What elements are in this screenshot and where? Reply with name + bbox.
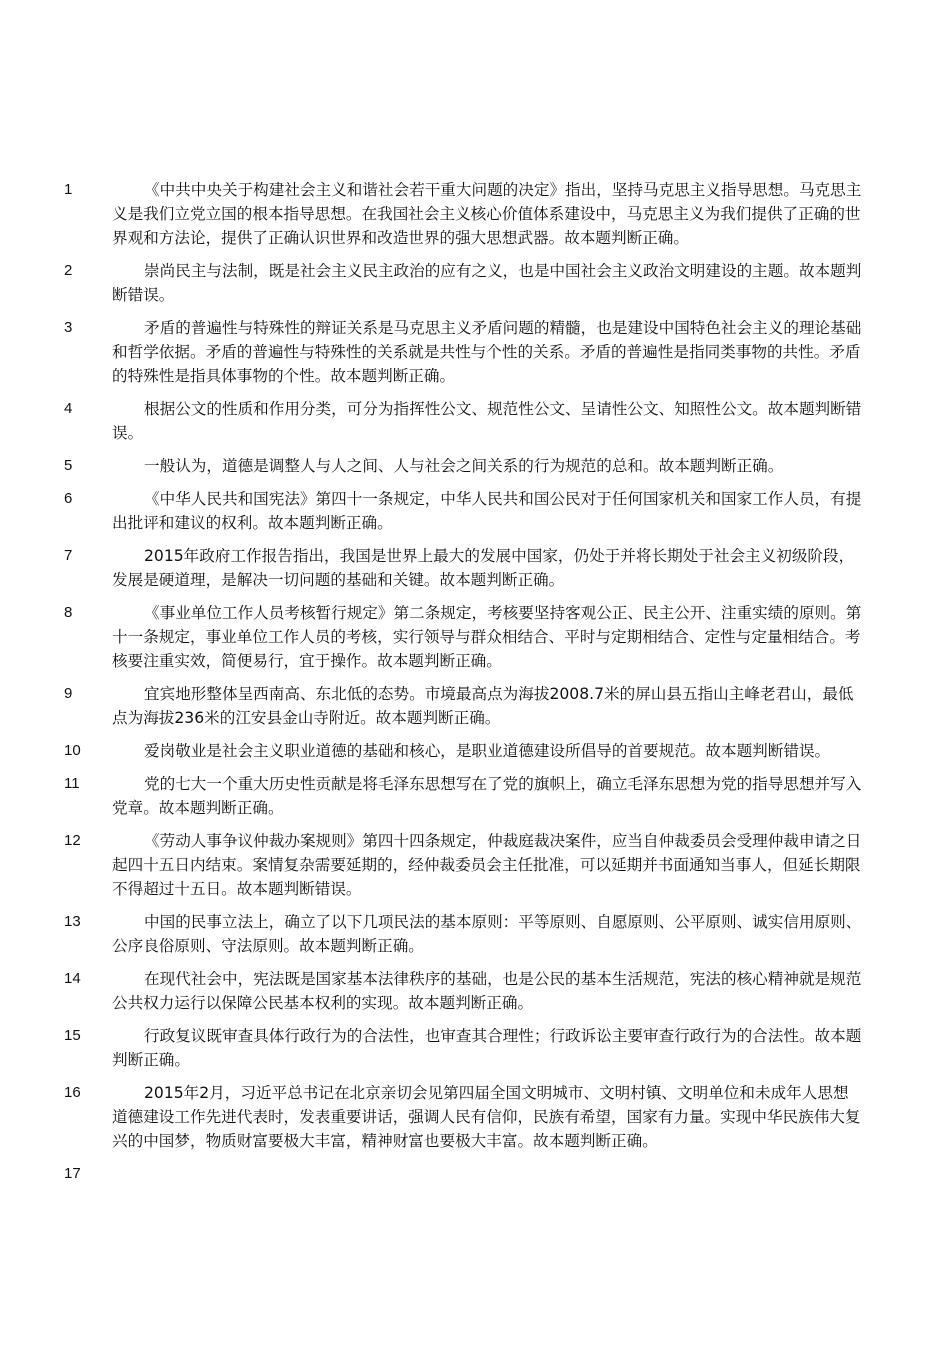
item-number: 2 (64, 262, 73, 279)
list-item (0, 682, 950, 730)
list-item (0, 316, 950, 388)
list-item (0, 1024, 950, 1072)
item-text: 《中共中央关于构建社会主义和谐社会若干重大问题的决定》指出，坚持马克思主义指导思想。马克思主义是我们立党立国的根本指导思想。在我国社会主义核心价值体系建设中，马克思主义为我们提供了正确的世界观和方法论，提供了正确认识世界和改造世界的强大思想武器。故本题判断正确。 (112, 181, 862, 247)
item-text: 中国的民事立法上，确立了以下几项民法的基本原则：平等原则、自愿原则、公平原则、诚实信用原则、公序良俗原则、守法原则。故本题判断正确。 (112, 913, 862, 955)
item-number: 3 (64, 319, 73, 336)
item-text: 一般认为，道德是调整人与人之间、人与社会之间关系的行为规范的总和。故本题判断正确。 (144, 457, 784, 475)
item-text: 党的七大一个重大历史性贡献是将毛泽东思想写在了党的旗帜上，确立毛泽东思想为党的指导思想并写入党章。故本题判断正确。 (112, 775, 862, 817)
list-item (0, 967, 950, 1015)
list-item (0, 487, 950, 535)
item-text: 宜宾地形整体呈西南高、东北低的态势。市境最高点为海拔2008.7米的屏山县五指山主峰老君山，最低点为海拔236米的江安县金山寺附近。故本题判断正确。 (112, 685, 854, 727)
item-text: 《事业单位工作人员考核暂行规定》第二条规定，考核要坚持客观公正、民主公开、注重实绩的原则。第十一条规定，事业单位工作人员的考核，实行领导与群众相结合、平时与定期相结合、定性与定量相结合。考核要注重实效，简便易行，宜于操作。故本题判断正确。 (112, 604, 862, 670)
item-number: 16 (64, 1084, 81, 1101)
item-number: 11 (64, 775, 80, 792)
list-item (0, 544, 950, 592)
item-text: 根据公文的性质和作用分类，可分为指挥性公文、规范性公文、呈请性公文、知照性公文。故本题判断错误。 (112, 400, 862, 442)
item-text: 2015年政府工作报告指出，我国是世界上最大的发展中国家，仍处于并将长期处于社会主义初级阶段，发展是硬道理，是解决一切问题的基础和关键。故本题判断正确。 (112, 547, 855, 589)
item-number: 4 (64, 400, 73, 417)
list-item (0, 739, 950, 763)
item-text: 爱岗敬业是社会主义职业道德的基础和核心，是职业道德建设所倡导的首要规范。故本题判断错误。 (144, 742, 831, 760)
list-item (0, 910, 950, 958)
list-item (0, 397, 950, 445)
list-item (0, 178, 950, 250)
item-number: 9 (64, 685, 73, 702)
list-item (0, 259, 950, 307)
item-number: 12 (64, 832, 81, 849)
list-item (0, 772, 950, 820)
list-item (0, 454, 950, 478)
item-text: 在现代社会中，宪法既是国家基本法律秩序的基础，也是公民的基本生活规范，宪法的核心精神就是规范公共权力运行以保障公民基本权利的实现。故本题判断正确。 (112, 970, 862, 1012)
item-number: 7 (64, 547, 73, 564)
item-text: 《中华人民共和国宪法》第四十一条规定，中华人民共和国公民对于任何国家机关和国家工作人员，有提出批评和建议的权利。故本题判断正确。 (112, 490, 862, 532)
item-number: 13 (64, 913, 81, 930)
item-number: 14 (64, 970, 81, 987)
item-text: 行政复议既审查具体行政行为的合法性，也审查其合理性；行政诉讼主要审查行政行为的合法性。故本题判断正确。 (112, 1027, 862, 1069)
list-item (0, 1081, 950, 1153)
item-number: 1 (64, 181, 73, 198)
item-number: 6 (64, 490, 73, 507)
item-number: 17 (64, 1165, 81, 1182)
document-page (0, 178, 950, 1182)
item-text: 矛盾的普遍性与特殊性的辩证关系是马克思主义矛盾问题的精髓，也是建设中国特色社会主义的理论基础和哲学依据。矛盾的普遍性与特殊性的关系就是共性与个性的关系。矛盾的普遍性是指同类事物的共性。矛盾的特殊性是指具体事物的个性。故本题判断正确。 (112, 319, 862, 385)
item-text: 2015年2月，习近平总书记在北京亲切会见第四届全国文明城市、文明村镇、文明单位和未成年人思想道德建设工作先进代表时，发表重要讲话，强调人民有信仰，民族有希望，国家有力量。实现中华民族伟大复兴的中国梦，物质财富要极大丰富，精神财富也要极大丰富。故本题判断正确。 (112, 1084, 861, 1150)
item-number: 8 (64, 604, 73, 621)
item-number: 10 (64, 742, 81, 759)
list-item (0, 829, 950, 901)
list-item (0, 601, 950, 673)
item-number: 5 (64, 457, 73, 474)
item-number: 15 (64, 1027, 81, 1044)
item-text: 崇尚民主与法制，既是社会主义民主政治的应有之义，也是中国社会主义政治文明建设的主题。故本题判断错误。 (112, 262, 862, 304)
item-text: 《劳动人事争议仲裁办案规则》第四十四条规定，仲裁庭裁决案件，应当自仲裁委员会受理仲裁申请之日起四十五日内结束。案情复杂需要延期的，经仲裁委员会主任批准，可以延期并书面通知当事人，但延长期限不得超过十五日。故本题判断错误。 (112, 832, 862, 898)
